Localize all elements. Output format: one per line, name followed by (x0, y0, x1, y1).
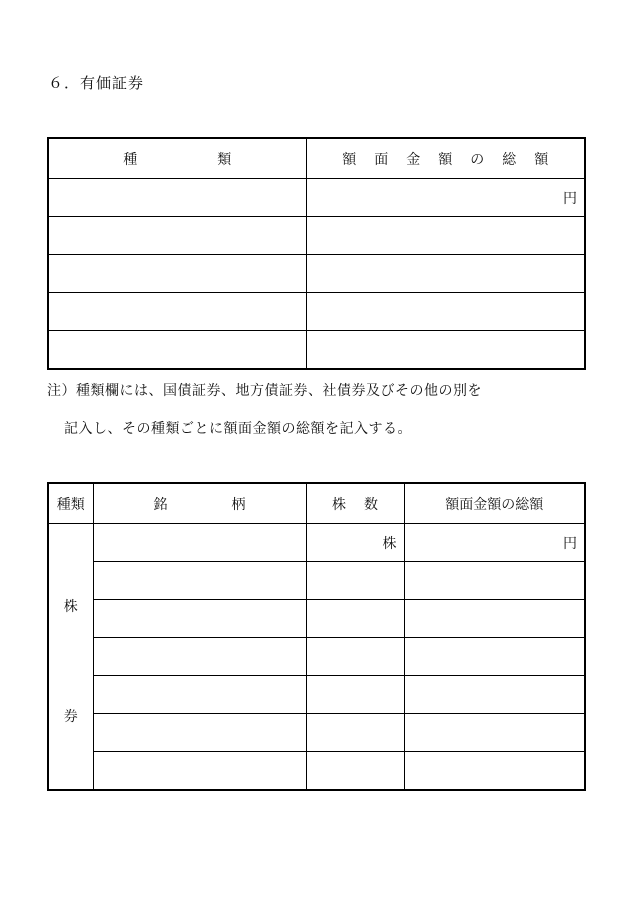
table-row (48, 676, 585, 714)
table-row (48, 752, 585, 790)
table-row (48, 217, 585, 255)
shares-unit: 株 (382, 535, 397, 552)
table-row (48, 524, 585, 562)
shares-cell[interactable] (306, 524, 404, 562)
amount-cell[interactable] (404, 600, 585, 638)
table-row (48, 331, 585, 369)
header-face-amount-total (306, 138, 585, 179)
stock-label-kabu: 株 (63, 599, 78, 615)
amount-cell[interactable] (306, 179, 585, 217)
header-amount-char: 額 (438, 151, 453, 168)
stock-label-ken: 券 (63, 709, 78, 725)
stock-certificates-table (47, 482, 586, 791)
shares-cell[interactable] (306, 714, 404, 752)
type-cell[interactable] (48, 179, 306, 217)
header-type-char: 類 (217, 151, 232, 168)
brand-cell[interactable] (93, 562, 306, 600)
table-header-row (48, 483, 585, 524)
table-row (48, 714, 585, 752)
amount-cell[interactable] (404, 524, 585, 562)
header-amount-char: 面 (374, 151, 389, 168)
amount-cell[interactable] (404, 638, 585, 676)
shares-cell[interactable] (306, 752, 404, 790)
amount-cell[interactable] (306, 217, 585, 255)
shares-cell[interactable] (306, 676, 404, 714)
header-amount-char: 金 (406, 151, 421, 168)
amount-cell[interactable] (404, 714, 585, 752)
note-line-1: 注）種類欄には、国債証券、地方債証券、社債券及びその他の別を (47, 383, 482, 399)
brand-cell[interactable] (93, 524, 306, 562)
brand-cell[interactable] (93, 752, 306, 790)
header-shares-char: 数 (364, 496, 378, 513)
amount-cell[interactable] (306, 255, 585, 293)
table-row (48, 562, 585, 600)
shares-cell[interactable] (306, 638, 404, 676)
table-row (48, 638, 585, 676)
table-row (48, 293, 585, 331)
amount-cell[interactable] (404, 676, 585, 714)
header-type-char: 種 (123, 151, 138, 168)
header-shares (306, 483, 404, 524)
header-type (48, 138, 306, 179)
shares-cell[interactable] (306, 600, 404, 638)
securities-type-table (47, 137, 586, 370)
header-brand (93, 483, 306, 524)
brand-cell[interactable] (93, 638, 306, 676)
brand-cell[interactable] (93, 676, 306, 714)
amount-cell[interactable] (306, 293, 585, 331)
header-type: 種類 (48, 483, 93, 524)
header-amount-char: 額 (534, 151, 549, 168)
type-cell[interactable] (48, 293, 306, 331)
amount-cell[interactable] (404, 562, 585, 600)
amount-cell[interactable] (404, 752, 585, 790)
brand-cell[interactable] (93, 714, 306, 752)
note-line-2: 記入し、その種類ごとに額面金額の総額を記入する。 (64, 421, 412, 437)
table-row (48, 600, 585, 638)
yen-unit: 円 (563, 190, 577, 207)
brand-cell[interactable] (93, 600, 306, 638)
table-header-row (48, 138, 585, 179)
amount-cell[interactable] (306, 331, 585, 369)
header-brand-char: 銘 (153, 496, 168, 513)
table-row (48, 255, 585, 293)
yen-unit: 円 (563, 535, 577, 552)
type-cell[interactable] (48, 217, 306, 255)
header-amount-char: 総 (502, 151, 517, 168)
header-face-amount-total: 額面金額の総額 (404, 483, 585, 524)
header-brand-char: 柄 (231, 496, 246, 513)
table-row (48, 179, 585, 217)
header-shares-char: 株 (332, 496, 346, 513)
type-cell[interactable] (48, 331, 306, 369)
stock-type-cell (48, 524, 93, 790)
header-amount-char: の (470, 151, 485, 168)
shares-cell[interactable] (306, 562, 404, 600)
section-title: ６．有価証券 (48, 74, 145, 92)
header-amount-char: 額 (342, 151, 357, 168)
type-cell[interactable] (48, 255, 306, 293)
